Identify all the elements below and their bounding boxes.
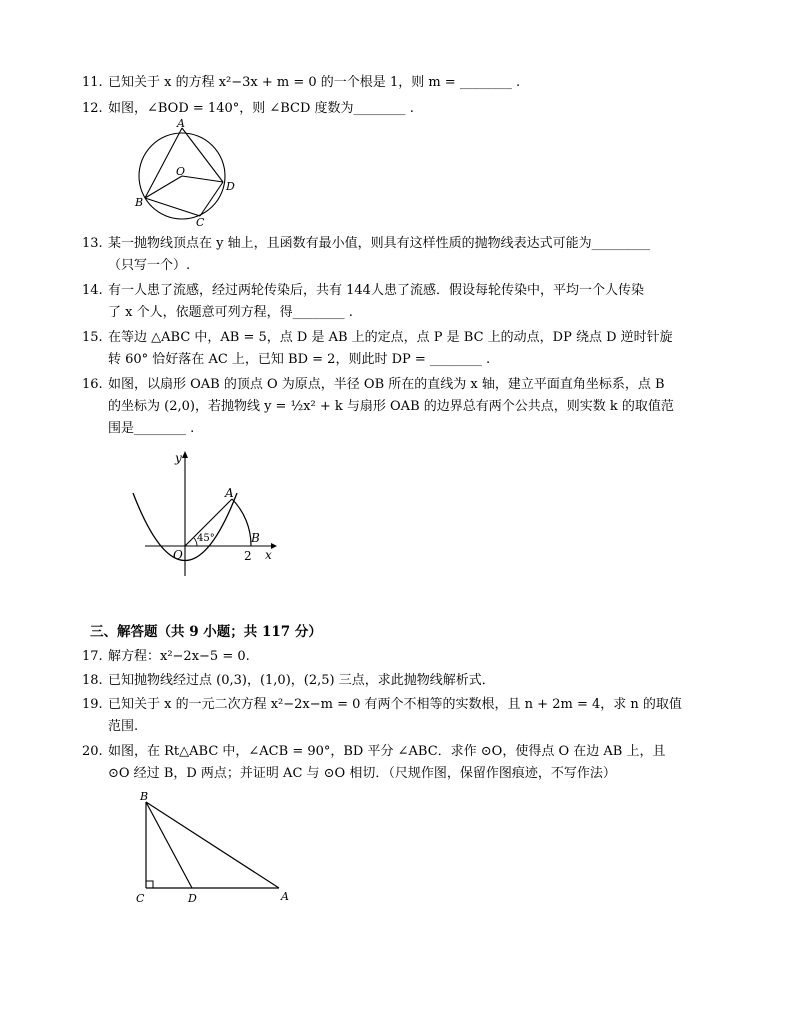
question-text: 范围. [108, 719, 139, 734]
question-11 [82, 72, 708, 94]
question-20 [82, 741, 708, 785]
question-text: 的坐标为 (2,0)，若抛物线 y = ½x² + k 与扇形 OAB 的边界总有两个公共点，则实数 k 的取值范 [108, 399, 674, 414]
question-text: ⊙O 经过 B，D 两点；并证明 AC 与 ⊙O 相切．（尺规作图，保留作图痕迹，不写作法） [108, 766, 616, 781]
label-two: 2 [244, 549, 252, 563]
segment-ba [146, 802, 279, 888]
label-b: B [251, 531, 260, 545]
question-number: 16. [82, 377, 103, 392]
label-c: C [136, 892, 145, 905]
segment-od [182, 176, 223, 182]
segment-ad [182, 128, 223, 182]
question-text: 了 x 个人，依题意可列方程，得________ . [108, 305, 353, 320]
label-a: A [225, 486, 234, 500]
question-number: 19. [82, 697, 103, 712]
label-o: O [176, 165, 186, 178]
question-number: 18. [82, 673, 103, 688]
label-a: A [177, 118, 185, 130]
label-a: A [281, 890, 289, 903]
question-18 [82, 670, 708, 692]
question-16 [82, 374, 708, 440]
label-x: x [265, 548, 272, 562]
segment-cd [200, 182, 223, 216]
question-15 [82, 327, 708, 371]
question-number: 14. [82, 283, 103, 298]
question-number: 13. [82, 236, 103, 251]
label-y: y [175, 451, 182, 465]
label-b: B [135, 196, 144, 209]
right-angle-mark [146, 881, 153, 888]
question-number: 17. [82, 649, 103, 664]
question-text: 某一抛物线顶点在 y 轴上，且函数有最小值，则具有这样性质的抛物线表达式可能为_________ [108, 236, 651, 251]
question-text: 转 60° 恰好落在 AC 上，已知 BD = 2，则此时 DP = ________ . [108, 352, 491, 367]
figure-circle-bod [130, 118, 245, 228]
question-text: 围是________ . [108, 421, 195, 436]
label-angle: 45° [197, 533, 215, 544]
question-text: 解方程：x²−2x−5 = 0. [108, 649, 250, 664]
question-number: 11. [82, 75, 103, 90]
question-number: 15. [82, 330, 103, 345]
question-19 [82, 694, 708, 738]
question-12 [82, 98, 708, 120]
segment-bc [145, 198, 200, 216]
question-13 [82, 233, 708, 277]
figure-right-triangle [132, 788, 302, 908]
y-axis-arrow [182, 451, 188, 458]
question-text: 在等边 △ABC 中，AB = 5，点 D 是 AB 上的定点，点 P 是 BC 上的动点，DP 绕点 D 逆时针旋 [108, 330, 673, 345]
label-b: B [140, 790, 149, 803]
arc-ab [232, 499, 251, 546]
segment-bd [146, 802, 192, 888]
label-c: C [196, 216, 205, 228]
question-number: 20. [82, 744, 103, 759]
x-axis-arrow [271, 543, 277, 549]
label-d: D [188, 892, 197, 905]
question-text: 已知关于 x 的方程 x²−3x + m = 0 的一个根是 1，则 m = ________ . [108, 75, 521, 90]
label-o: O [173, 548, 183, 562]
question-text: （只写一个）. [108, 258, 191, 273]
question-text: 已知抛物线经过点 (0,3)，(1,0)，(2,5) 三点，求此抛物线解析式． [108, 673, 495, 688]
question-text: 有一人患了流感，经过两轮传染后，共有 144人患了流感．假设每轮传染中，平均一个人传染 [108, 283, 644, 298]
label-d: D [226, 180, 235, 193]
question-text: 如图，∠BOD = 140°，则 ∠BCD 度数为________ . [108, 101, 414, 116]
question-text: 已知关于 x 的一元二次方程 x²−2x−m = 0 有两个不相等的实数根，且 n + 2m = 4，求 n 的取值 [108, 697, 682, 712]
question-text: 如图，以扇形 OAB 的顶点 O 为原点，半径 OB 所在的直线为 x 轴，建立平面直角坐标系，点 B [108, 377, 665, 392]
section-heading: 三、解答题（共 9 小题；共 117 分） [90, 624, 322, 640]
question-14 [82, 280, 708, 324]
question-text: 如图，在 Rt△ABC 中，∠ACB = 90°，BD 平分 ∠ABC．求作 ⊙O，使得点 O 在边 AB 上，且 [108, 744, 666, 759]
figure-parabola-sector [125, 448, 285, 583]
question-17 [82, 646, 708, 668]
question-number: 12. [82, 101, 103, 116]
